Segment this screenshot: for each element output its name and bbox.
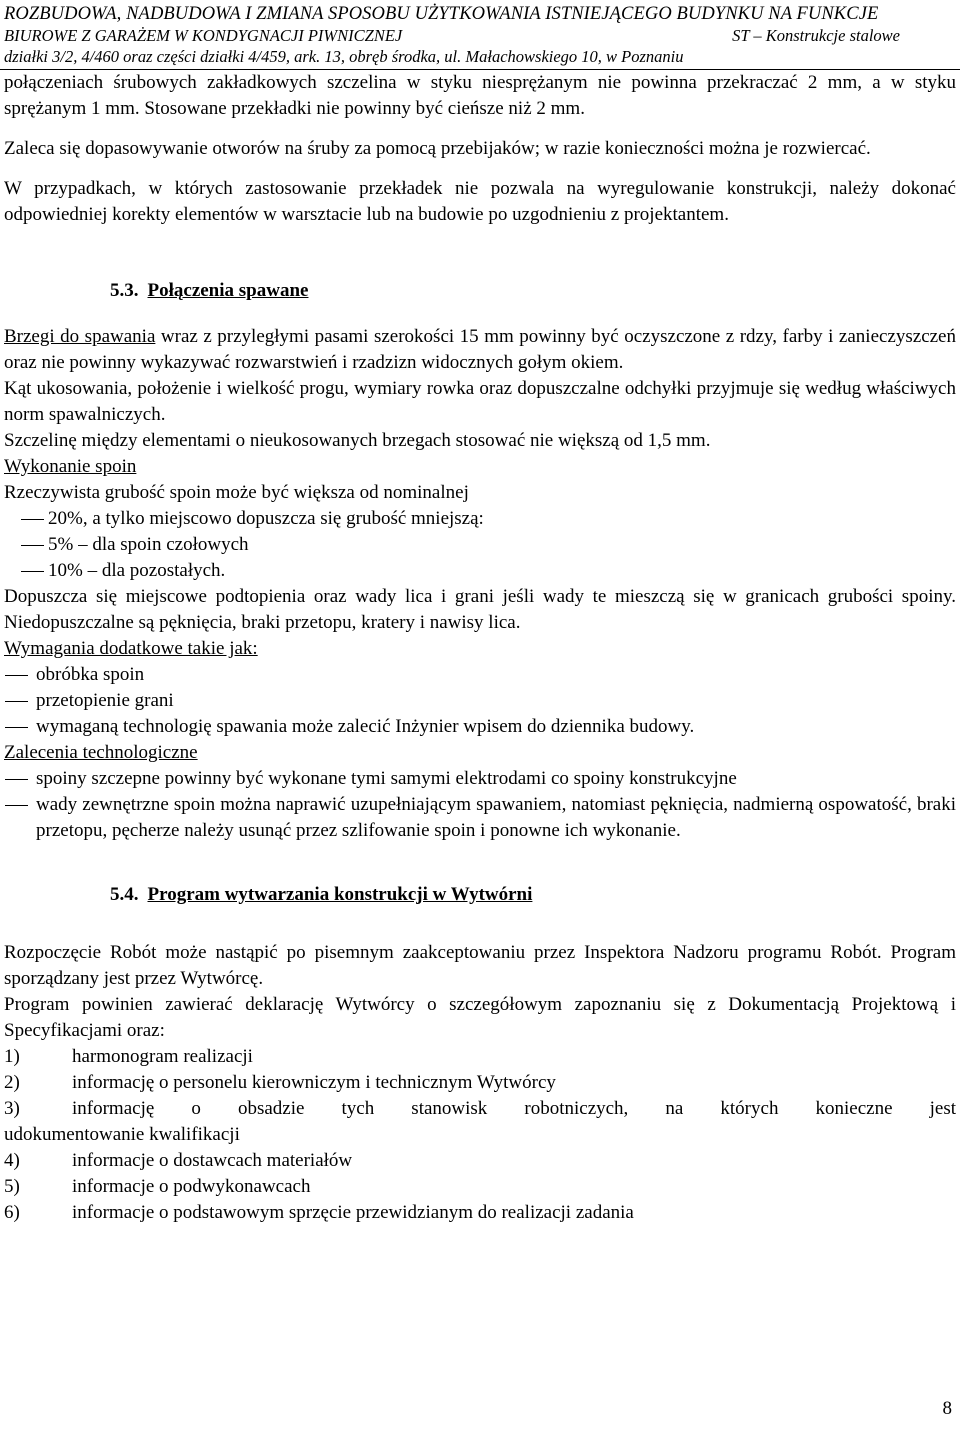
dash-bullet: [4, 766, 36, 792]
list-item: [4, 688, 956, 714]
paragraph-defects: Dopuszcza się miejscowe podtopienia oraz wady lica i grani jeśli wady te mieszczą się w granicach grubości spoiny. Niedopuszczalne są pęknięcia, braki przetopu, kratery i nawisy lica.: [4, 586, 956, 633]
section-title: Połączenia spawane: [147, 280, 309, 301]
paragraph-correction: W przypadkach, w których zastosowanie przekładek nie pozwala na wyregulowanie konstrukcji, należy dokonać odpowiedniej korekty elementów w warsztacie lub na budowie po uzgodnieniu z projektantem.: [4, 178, 956, 225]
list-item-text: spoiny szczepne powinny być wykonane tymi samymi elektrodami co spoiny konstrukcyjne: [36, 768, 737, 789]
paragraph-bevel: Kąt ukosowania, położenie i wielkość progu, wymiary rowka oraz dopuszczalne odchyłki przyjmuje się według właściwych norm spawalniczych.: [4, 378, 956, 425]
item-number: 1): [4, 1046, 20, 1067]
header-location-line: działki 3/2, 4/460 oraz części działki 4/459, ark. 13, obręb środka, ul. Małachowskiego 10, w Poznaniu: [4, 47, 684, 66]
page-number: 8: [942, 1398, 952, 1419]
list-item: [4, 558, 956, 584]
list-item-text: obróbka spoin: [36, 664, 145, 685]
list-item-text: 20%, a tylko miejscowo dopuszcza się grubość mniejszą:: [48, 508, 484, 529]
section-number: 5.4.: [110, 884, 139, 905]
paragraph-hole-fitting: Zaleca się dopasowywanie otworów na śruby za pomocą przebijaków; w razie konieczności można je rozwiercać.: [4, 138, 871, 159]
item-text: informację o obsadzie tych stanowisk robotniczych, na których konieczne jest: [72, 1098, 956, 1119]
dash-bullet: [4, 662, 36, 688]
item-number: 4): [4, 1150, 20, 1171]
paragraph-start: Rozpoczęcie Robót może nastąpić po pisemnym zaakceptowaniu przez Inspektora Nadzoru programu Robót. Program sporządzany jest przez Wytwórcę.: [4, 942, 956, 989]
dash-bullet: [20, 558, 48, 584]
dash-bullet: [4, 792, 36, 844]
list-item-text: 10% – dla pozostałych.: [48, 560, 226, 581]
section-title: Program wytwarzania konstrukcji w Wytwórni: [147, 884, 533, 905]
list-item: [4, 532, 956, 558]
list-item: [4, 1096, 956, 1148]
dash-bullet: [4, 688, 36, 714]
item-number: 5): [4, 1176, 20, 1197]
paragraph-gap: Szczelinę między elementami o nieukosowanych brzegach stosować nie większą od 1,5 mm.: [4, 430, 711, 451]
paragraph-weld-thickness: Rzeczywista grubość spoin może być większa od nominalnej: [4, 482, 469, 503]
list-item: [4, 792, 956, 844]
paragraph-bolt-gap: połączeniach śrubowych zakładkowych szczelina w styku niesprężanym nie powinna przekraczać 2 mm, a w styku sprężanym 1 mm. Stosowane przekładki nie powinny być cieńsze niż 2 mm.: [4, 72, 956, 119]
section-number: 5.3.: [110, 280, 139, 301]
header-subtitle-line: [4, 25, 956, 47]
dash-bullet: [20, 506, 48, 532]
item-text: informacje o dostawcach materiałów: [72, 1150, 353, 1171]
list-item-text: 5% – dla spoin czołowych: [48, 534, 249, 555]
list-item-text: przetopienie grani: [36, 690, 174, 711]
paragraph-edges: [4, 324, 956, 376]
list-item: [4, 766, 956, 792]
dash-bullet: [20, 532, 48, 558]
header-subtitle-left: BIUROWE Z GARAŻEM W KONDYGNACJI PIWNICZNEJ: [4, 26, 403, 45]
underlined-phrase: Brzegi do spawania: [4, 326, 156, 347]
list-item-text: wady zewnętrzne spoin można naprawić uzupełniającym spawaniem, natomiast pęknięcia, nadmierną ospowatość, braki przetopu, pęcherze należy usunąć przez szlifowanie spoin i ponowne ich wykonanie.: [36, 794, 956, 841]
item-number: 2): [4, 1072, 20, 1093]
item-number: 6): [4, 1202, 20, 1223]
section-heading-5-4: [4, 882, 956, 908]
header-spec-label: ST – Konstrukcje stalowe: [732, 26, 900, 45]
list-item: [4, 714, 956, 740]
subheading-recommendations: Zalecenia technologiczne: [4, 742, 198, 763]
paragraph-program: Program powinien zawierać deklarację Wytwórcy o szczegółowym zapoznaniu się z Dokumentacją Projektową i Specyfikacjami oraz:: [4, 994, 956, 1041]
header-title-line: ROZBUDOWA, NADBUDOWA I ZMIANA SPOSOBU UŻYTKOWANIA ISTNIEJĄCEGO BUDYNKU NA FUNKCJE: [4, 4, 879, 24]
subheading-weld-execution: Wykonanie spoin: [4, 456, 137, 477]
item-text: informacje o podstawowym sprzęcie przewidzianym do realizacji zadania: [72, 1202, 634, 1223]
list-item-text: wymaganą technologię spawania może zalecić Inżynier wpisem do dziennika budowy.: [36, 716, 695, 737]
list-item: [4, 1070, 956, 1096]
item-text: harmonogram realizacji: [72, 1046, 253, 1067]
subheading-requirements: Wymagania dodatkowe takie jak:: [4, 638, 258, 659]
dash-bullet: [4, 714, 36, 740]
list-item: [4, 1174, 956, 1200]
section-heading-5-3: [4, 278, 956, 304]
list-item: [4, 506, 956, 532]
item-text-continued: udokumentowanie kwalifikacji: [4, 1124, 240, 1145]
list-item: [4, 1044, 956, 1070]
list-item: [4, 1200, 956, 1226]
list-item: [4, 662, 956, 688]
item-text: informacje o podwykonawcach: [72, 1176, 311, 1197]
list-item: [4, 1148, 956, 1174]
item-text: informację o personelu kierowniczym i technicznym Wytwórcy: [72, 1072, 556, 1093]
item-number: 3): [4, 1098, 20, 1119]
paragraph-edges-text: wraz z przyległymi pasami szerokości 15 mm powinny być oczyszczone z rdzy, farby i zanieczyszczeń oraz nie powinny wykazywać rozwarstwień i rzadzizn widocznych gołym okiem.: [4, 326, 956, 373]
document-body: [4, 70, 956, 1226]
